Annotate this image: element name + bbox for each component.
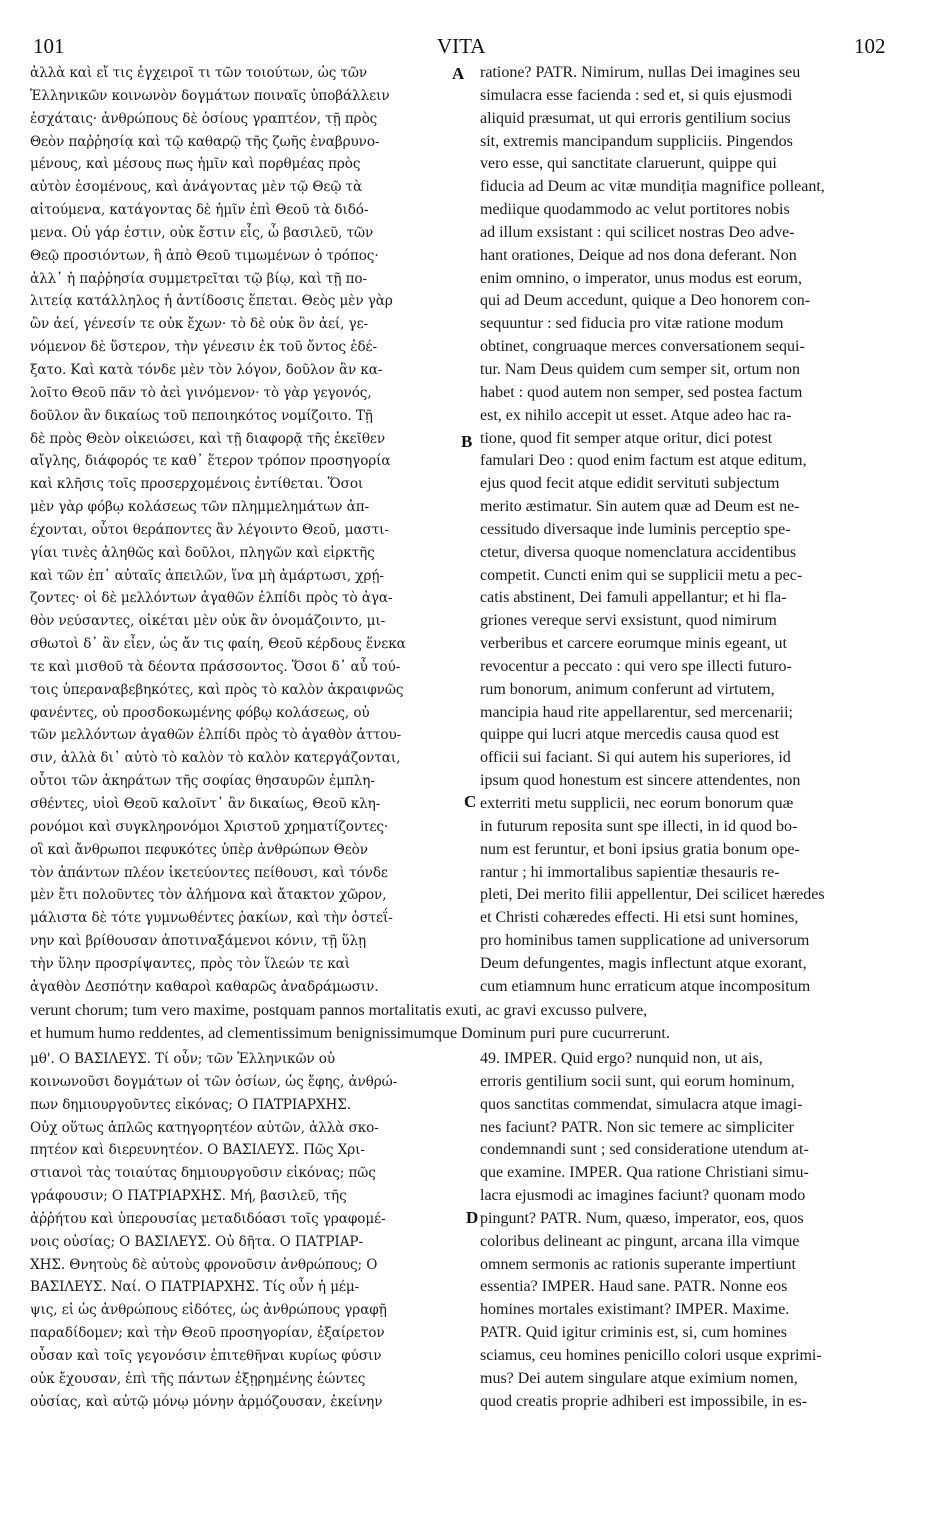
text-line: verunt chorum; tum vero maxime, postquam pannos mortalitatis exuti, ac gravi excusso pulvere, [30,1002,648,1019]
text-line: ξατο. Καὶ κατὰ τόνδε μὲν τὸν λόγον, δοῦλον ἂν κα- [30,361,383,378]
text-line: Θεῷ προσιόντων, ἢ ἀπὸ Θεοῦ τιμωμένων ὁ τρόπος· [30,247,379,264]
text-line: τε καὶ μισθοῦ τὰ δέοντα πράσσοντος. Ὅσοι δ᾿ αὖ τού- [30,658,401,675]
text-line: quod creatis proprie adhiberi est impossibile, in es- [480,1392,808,1410]
text-line: ratione? PATR. Nimirum, nullas Dei imagines seu [480,64,801,81]
text-line: que examine. IMPER. Qua ratione Christiani simu- [480,1164,809,1182]
margin-mark-d: D [466,1208,479,1227]
text-line: qui ad Deum accedunt, quique a Deo honorem con- [480,292,811,310]
text-line: simulacra esse facienda : sed et, si quis ejusmodi [480,86,793,104]
text-line: οἳ καὶ ἄνθρωποι πεφυκότες ὑπὲρ ἀνθρώπων Θεὸν [30,841,368,858]
text-line: αὐτὸν ἐσομένους, καὶ ἀνάγοντας μὲν τῷ Θεῷ τὰ [30,179,363,196]
text-line: catis abstinent, Dei famuli appellantur; et hi fla- [480,589,787,607]
text-line: quippe qui lucri atque mercedis causa quod est [480,726,780,744]
text-line: ψις, εἰ ὡς ἀνθρώπους εἰδότες, ὡς ἀνθρώπους γραφῇ [30,1302,387,1319]
text-line: σθέντες, υἱοὶ Θεοῦ καλοῖντ᾿ ἂν δικαίως, Θεοῦ κλη- [30,796,381,812]
text-line: ἐσχάταις· ἀνθρώπους δὲ ὁσίους γραπτέον, τῇ πρὸς [30,110,378,127]
text-line: θὸν νεύσαντες, οἰκέται μὲν οὐκ ἂν ὀνομάζοιντο, μι- [30,613,386,630]
text-line: vero esse, qui sanctitate claruerunt, quippe qui [480,155,777,173]
text-line: Οὐχ οὕτως ἁπλῶς κατηγορητέον αὐτῶν, ἀλλὰ σκο- [30,1119,379,1136]
text-line: σθωτοὶ δ᾿ ἂν εἶεν, ὡς ἄν τις φαίη, Θεοῦ κέρδους ἕνεκα [30,636,406,653]
text-line: νην καὶ βρίθουσαν ἀποτιναξάμενοι κόνιν, τῇ ὕλῃ [30,933,367,950]
text-line: rantur ; hi immortalibus sapientiæ thesauris re- [480,863,780,881]
text-line: pingunt? PATR. Num, quæso, imperator, eos, quos [480,1209,804,1227]
text-line: enim omnino, o imperator, unus modus est eorum, [480,269,802,287]
text-line: λοῖτο Θεοῦ πᾶν τὸ ἀεὶ γινόμενον· τὸ γὰρ γεγονός, [30,384,372,401]
text-line: μὲν γὰρ φόβῳ κολάσεως τῶν πλημμελημάτων ἀπ- [30,499,370,516]
text-line: ad illum exsistant : qui scilicet nostras Deo adve- [480,223,795,241]
text-line: τὴν ὕλην προσρίψαντες, πρὸς τὸν ἵλεών τε καὶ [30,955,350,972]
text-line: verberibus et carcere eorumque minis egeant, ut [480,635,787,653]
text-line: mediique quodammodo ac velut portitores nobis [480,201,790,219]
text-line: coloribus delineant ac pingunt, arcana illa vimque [480,1232,800,1250]
text-line: officii sui faciant. Si qui autem his superiores, id [480,749,791,767]
text-line: lacra ejusmodi ac imagines faciunt? quonam modo [480,1187,806,1205]
text-line: cessitudo diversaque inde luminis perceptio spe- [480,520,791,538]
text-line: πητέον καὶ διερευνητέον. Ο ΒΑΣΙΛΕΥΣ. Πῶς Χρι- [30,1142,365,1159]
text-line: sit, extremis mancipandum suppliciis. Pingendos [480,132,793,150]
text-line: exterriti metu supplicii, nec eorum bonorum quæ [480,795,794,812]
margin-mark-c: C [464,792,477,811]
text-line: ἀλλ᾿ ἡ παῤῥησία συμμετρεῖται τῷ βίῳ, καὶ τῇ πο- [30,270,368,287]
text-line: sequuntur : sed fiducia pro vitæ ratione modum [480,315,784,333]
text-line: ζοντες· οἱ δὲ μελλόντων ἀγαθῶν ἐλπίδι πρὸς τὸ ἀγα- [30,590,393,607]
text-line: tur. Nam Deus quidem cum semper sit, ortum non [480,360,800,378]
text-line: omnem sermonis ac rationis superante impertiunt [480,1255,796,1273]
text-line: ἀγαθὸν Δεσπότην καθαροὶ καθαρῶς ἀναδράμωσιν. [30,978,379,995]
text-line: καὶ κλῆσις τοῖς προσερχομένοις ἐντίθεται. Ὅσοι [30,476,364,493]
text-line: σιν, ἀλλὰ δι᾿ αὐτὸ τὸ καλὸν τὸ καλὸν κατεργάζονται, [30,750,401,767]
text-line: ejus quod fecit atque edidit servituti subjectum [480,475,780,493]
text-line: αἴγλης, διάφορός τε καθ᾿ ἕτερον τρόπον προσηγορία [30,453,391,470]
text-line: δοῦλον ἂν δικαίως τοῦ πεποιηκότος νομίζοιτο. Τῇ [30,407,373,424]
text-line: mus? Dei autem singulare atque eximium nomen, [480,1369,798,1387]
text-line: rum bonorum, animum conferunt ad virtutem, [480,680,775,698]
text-line: οὐκ ἔχουσαν, ἐπὶ τῆς πάντων ἐξῃρημένης ἑώντες [30,1370,366,1387]
text-line: condemnandi sunt ; sed consideratione utendum at- [480,1141,809,1159]
text-line: γίαι τινὲς ἀληθῶς καὶ δοῦλοι, πληγῶν καὶ εἱρκτῆς [30,544,375,561]
text-line: pro hominibus tamen supplicatione ad universorum [480,932,810,950]
text-line: erroris gentilium socii sunt, qui eorum hominum, [480,1072,795,1090]
text-line: οὖσαν καὶ τοῖς γεγονόσιν ἐπιτεθῆναι κυρίως φύσιν [30,1347,382,1364]
text-line: est, ex nihilo accepit ut esset. Atque adeo hac ra- [480,406,792,424]
text-line: ΧΗΣ. Θνητοὺς δὲ αὐτοὺς φρονοῦσιν ἀνθρώπους; Ο [30,1256,378,1273]
text-line: competit. Cuncti enim qui se supplicii metu a pec- [480,566,803,584]
text-line: famulari Deo : quod enim factum est atque editum, [480,452,807,470]
text-line: habet : quod autem non semper, sed postea factum [480,383,803,401]
page-number-right: 102 [854,34,886,58]
text-line: et Christi cohæredes effecti. Hi etsi sunt homines, [480,909,799,927]
text-line: λιτείᾳ κατάλληλος ἡ ἀντίδοσις ἕπεται. Θεὸς μὲν γὰρ [30,293,393,310]
text-line: 49. IMPER. Quid ergo? nunquid non, ut ais, [480,1050,763,1067]
text-line: obtinet, congruaque merces conversationem sequi- [480,338,805,356]
text-line: ipsum quod honestum est sincere attendentes, non [480,772,801,790]
text-line: merito æstimatur. Sin autem quæ ad Deum est ne- [480,498,800,516]
text-line: Θεὸν παῤῥησίᾳ καὶ τῷ καθαρῷ τῆς ζωῆς ἐναβρυνο- [30,133,380,150]
text-line: pleti, Dei merito filii appellentur, Dei scilicet hæredes [480,886,825,904]
text-line: τὸν ἁπάντων πλέον ἱκετεύοντες πείθουσι, καὶ τόνδε [30,864,388,881]
text-line: στιανοὶ τὰς τοιαύτας δημιουργοῦσιν εἰκόνας; πῶς [30,1165,376,1182]
text-line: έχονται, οὗτοι θεράποντες ἂν λέγοιντο Θεοῦ, μαστι- [30,521,389,538]
text-line: φανέντες, οὐ προσδοκωμένης φόβῳ κολάσεως, οὐ [30,704,370,721]
text-line: cum etiamnum hunc erraticum atque incompositum [480,977,811,995]
text-line: ὢν ἀεί, γένεσίν τε οὐκ ἔχων· τὸ δὲ οὐκ ὂν ἀεί, γε- [30,316,369,333]
spanning-latin-lines [30,1000,910,1045]
text-line: et humum humo reddentes, ad clementissimum benignissimumque Dominum puri pure cucurrerunt. [30,1024,670,1042]
greek-column-top [30,62,460,999]
text-line: τοις ὑπεραναβεβηκότες, καὶ πρὸς τὸ καλὸν ἀκραιφνῶς [30,681,404,698]
text-line: τῶν μελλόντων ἀγαθῶν ἐλπίδι πρὸς τὸ ἀγαθὸν ἀττου- [30,727,402,744]
text-line: Ἑλληνικῶν κοινωνὸν δογμάτων ποιναῖς ὑποβάλλειν [30,87,390,104]
text-line: παραδίδομεν; καὶ τὴν Θεοῦ προσηγορίαν, ἐξαίρετον [30,1325,385,1342]
text-line: aliquid præsumat, ut qui erroris gentilium socius [480,109,791,127]
text-line: ΒΑΣΙΛΕΥΣ. Ναί. Ο ΠΑΤΡΙΑΡΧΗΣ. Τίς οὖν ἡ μέμ- [30,1279,360,1296]
text-line: νοις οὐσίας; Ο ΒΑΣΙΛΕΥΣ. Οὐ δῆτα. Ο ΠΑΤΡΙΑΡ- [30,1233,363,1250]
text-line: homines mortales existimant? IMPER. Maxime. [480,1301,790,1319]
text-line: αἰτούμενα, κατάγοντας δὲ ἡμῖν ἐπὶ Θεοῦ τὰ διδό- [30,202,369,219]
margin-mark-a: A [452,64,465,83]
text-line: καὶ τῶν ἐπ᾿ αὐταῖς ἀπειλῶν, ἵνα μὴ ἁμάρτωσι, χρῄ- [30,567,384,584]
text-line: mancipia haud rite appellarentur, sed mercenarii; [480,703,793,721]
text-line: ἀῤῥήτου καὶ ὑπερουσίας μεταδιδόασι τοῖς γραφομέ- [30,1210,386,1227]
text-line: ἀλλὰ καὶ εἴ τις ἐγχειροῖ τι τῶν τοιούτων, ὡς τῶν [30,65,368,81]
text-line: num est feruntur, et boni ipsius gratia bonum ope- [480,840,800,858]
text-line: πων δημιουργοῦντες εἰκόνας; Ο ΠΑΤΡΙΑΡΧΗΣ. [30,1096,351,1113]
text-line: ρονόμοι καὶ συγκληρονόμοι Χριστοῦ χρηματίζοντες· [30,818,389,835]
text-line: ctetur, diversa quoque nomenclatura accidentibus [480,543,797,561]
text-line: μθ'. Ο ΒΑΣΙΛΕΥΣ. Τί οὖν; τῶν Ἑλληνικῶν οὐ [30,1051,336,1067]
text-line: οὗτοι τῶν ἀκηράτων τῆς σοφίας θησαυρῶν ἐμπλη- [30,773,375,790]
text-line: νόμενον δὲ ὕστερον, τὴν γένεσιν ἐκ τοῦ ὄντος ἐδέ- [30,339,377,356]
text-line: μὲν ἔτι πολοῦντες τὸν ἀλήμονα καὶ ἄτακτον χῶρον, [30,887,387,904]
text-line: revocentur a peccato : qui vero spe illecti futuro- [480,657,792,675]
text-line: in futurum reposita sunt spe illecti, in id quod bo- [480,817,798,835]
text-line: μάλιστα δὲ τότε γυμνωθέντες ῥακίων, καὶ τὴν ὀστεΐ- [30,910,393,927]
text-line: δὲ πρὸς Θεὸν οἰκειώσει, καὶ τῇ διαφορᾷ τῆς ἐκεῖθεν [30,430,386,447]
text-line: hant orationes, Deique ad nos dona deferant. Non [480,246,797,264]
text-line: sciamus, ceu homines penicillo colori usque exprimi- [480,1346,822,1364]
latin-column-bottom [480,1048,910,1414]
page-number-left: 101 [33,34,65,58]
text-line: γράφουσιν; Ο ΠΑΤΡΙΑΡΧΗΣ. Μή, βασιλεῦ, τῆς [30,1188,347,1205]
text-line: tione, quod fit semper atque oritur, dici potest [480,429,773,447]
text-line: nes faciunt? PATR. Non sic temere ac simpliciter [480,1118,794,1136]
running-title: VITA [437,34,486,58]
text-line: μενα. Οὐ γάρ ἐστιν, οὐκ ἔστιν εἷς, ὦ βασιλεῦ, τῶν [30,224,374,241]
text-line: Deum defungentes, magis inflectunt atque exorant, [480,954,807,972]
margin-mark-b: B [461,432,473,451]
text-line: PATR. Quid igitur criminis est, si, cum homines [480,1324,787,1342]
latin-column-top [480,62,910,999]
text-line: griones vereque servi exsistunt, quod nimirum [480,612,777,630]
text-line: quos sanctitas commendat, simulacra atque imagi- [480,1095,803,1113]
greek-column-bottom [30,1048,460,1414]
text-line: μένους, καὶ μέσους πως ἡμῖν καὶ πορθμέας πρὸς [30,156,361,173]
text-line: οὐσίας, καὶ αὐτῷ μόνῳ μόνην ἁρμόζουσαν, ἐκείνην [30,1393,383,1410]
text-line: κοινωνοῦσι δογμάτων οἱ τῶν ὁσίων, ὡς ἔφης, ἀνθρώ- [30,1073,398,1090]
text-line: fiducia ad Deum ac vitæ mundiția magnifice polleant, [480,178,825,196]
text-line: essentia? IMPER. Haud sane. PATR. Nonne eos [480,1278,788,1296]
